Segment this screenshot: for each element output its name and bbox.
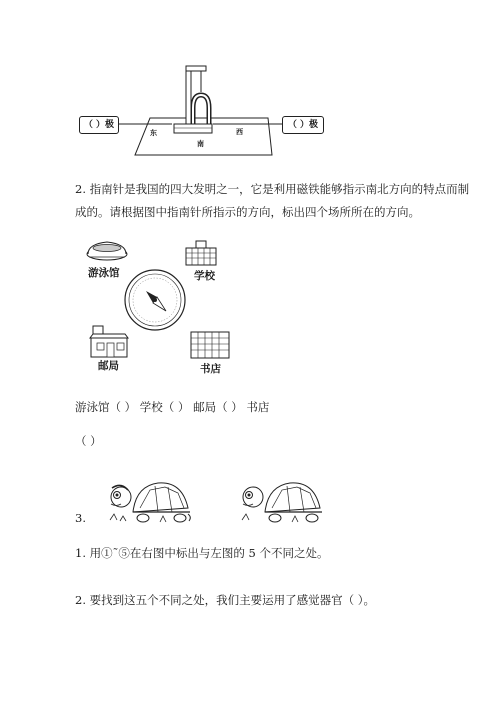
bookstore-label: 书店 bbox=[200, 363, 221, 375]
q2-line2: 成的。请根据图中指南针所指示的方向，标出四个场所所在的方向。 bbox=[75, 205, 420, 219]
ground-label-west: 西 bbox=[236, 127, 243, 136]
left-pole-box: （ ）极 bbox=[79, 116, 119, 134]
q3-sub1: 1. 用①˜⑤在右图中标出与左图的 5 个不同之处。 bbox=[75, 546, 329, 560]
q2-answer-line2[interactable]: （ ） bbox=[75, 434, 102, 448]
school-label: 学校 bbox=[194, 270, 215, 282]
right-pole-box: （ ）极 bbox=[282, 116, 324, 134]
q2-answer-line1[interactable]: 游泳馆（ ） 学校（ ） 邮局（ ） 书店 bbox=[75, 400, 270, 414]
pool-label: 游泳馆 bbox=[88, 267, 120, 279]
q3-number: 3. bbox=[75, 511, 86, 525]
ground-label-east: 东 bbox=[150, 128, 157, 137]
ground-label-south: 南 bbox=[197, 139, 204, 148]
q3-sub2[interactable]: 2. 要找到这五个不同之处，我们主要运用了感觉器官（ ）。 bbox=[75, 593, 376, 607]
left-turtle-icon bbox=[110, 483, 190, 522]
post-office-label: 邮局 bbox=[98, 360, 119, 372]
right-turtle-icon bbox=[242, 483, 322, 522]
q2-line1: 2. 指南针是我国的四大发明之一，它是利用磁铁能够指示南北方向的特点而制 bbox=[75, 182, 470, 196]
